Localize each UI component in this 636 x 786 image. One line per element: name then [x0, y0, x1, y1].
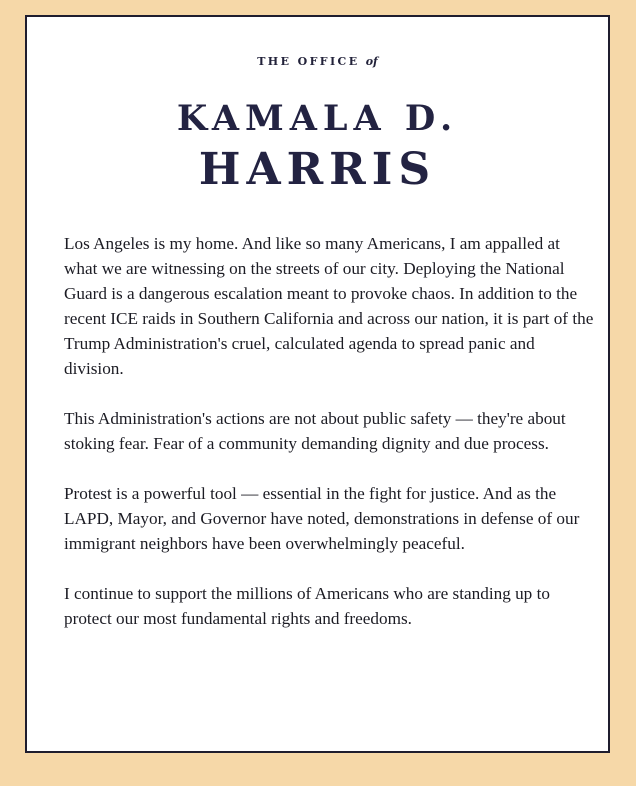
- paragraph-1: Los Angeles is my home. And like so many Americans, I am appalled at what we are witnessing on the streets of our city. Deploying the National Guard is a dangerous escalation meant to provoke chaos. In addition to the recent ICE raids in Southern California and across our nation, it is part of the Trump Administration's cruel, calculated agenda to spread panic and division.: [64, 234, 594, 378]
- name-line-1: KAMALA D.: [176, 98, 459, 139]
- paragraph-4: I continue to support the millions of Americans who are standing up to protect our most fundamental rights and freedoms.: [64, 584, 550, 628]
- paragraph-3: Protest is a powerful tool — essential in the fight for justice. And as the LAPD, Mayor, and Governor have noted, demonstrations in defense of our immigrant neighbors have been overwhelmingly peaceful.: [64, 484, 580, 553]
- office-eyebrow: [27, 55, 608, 68]
- eyebrow-of: of: [365, 55, 378, 68]
- statement-body: [64, 231, 594, 656]
- paragraph-2: This Administration's actions are not about public safety — they're about stoking fear. Fear of a community demanding dignity and due process.: [64, 409, 566, 453]
- name-line-2: HARRIS: [198, 144, 437, 195]
- statement-card: [25, 15, 610, 753]
- eyebrow-text: THE OFFICE: [257, 55, 360, 68]
